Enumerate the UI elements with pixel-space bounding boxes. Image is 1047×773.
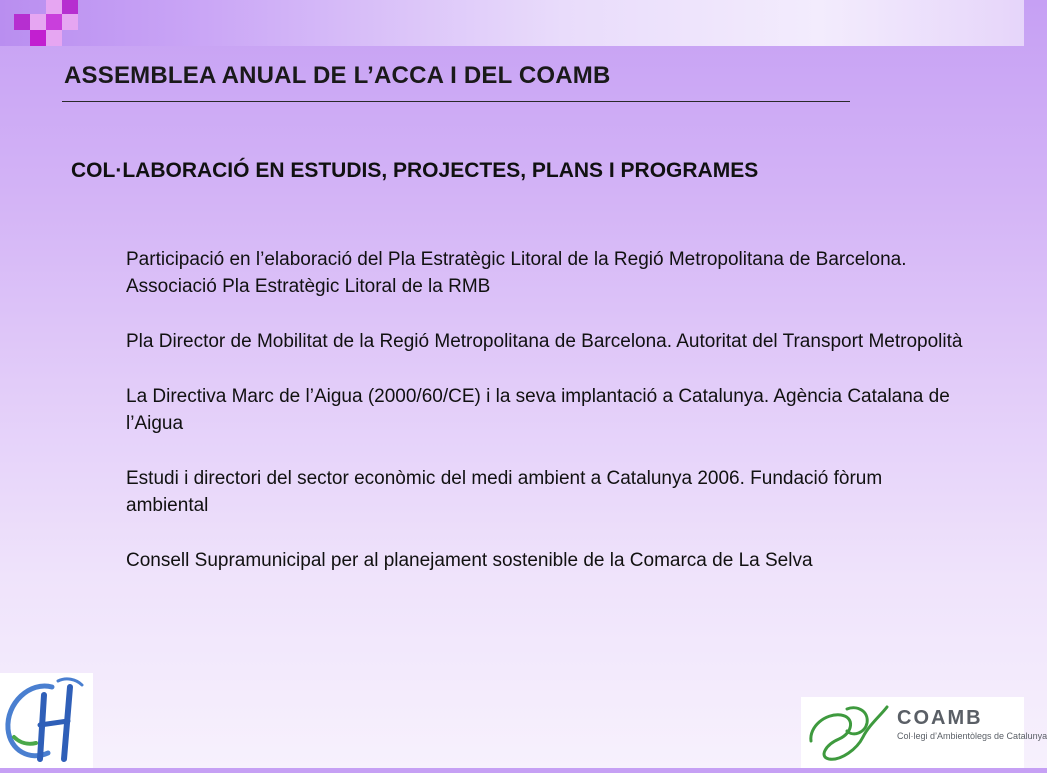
- slide-title: ASSEMBLEA ANUAL DE L’ACCA I DEL COAMB: [64, 62, 611, 89]
- list-item: Estudi i directori del sector econòmic del medi ambient a Catalunya 2006. Fundació fòrum ambiental: [126, 468, 883, 516]
- slide-subtitle: COL·LABORACIÓ EN ESTUDIS, PROJECTES, PLANS I PROGRAMES: [71, 159, 759, 182]
- list-item: Participació en l’elaboració del Pla Estratègic Litoral de la Regió Metropolitana de Barcelona. Associació Pla Estratègic Litoral de la RMB: [126, 249, 907, 297]
- title-underline: [62, 101, 850, 102]
- header-band: [0, 0, 1024, 46]
- coamb-leaf-icon: [801, 697, 891, 768]
- list-item: Pla Director de Mobilitat de la Regió Metropolitana de Barcelona. Autoritat del Transport Metropolità: [126, 331, 963, 352]
- list-item: Consell Supramunicipal per al planejament sostenible de la Comarca de La Selva: [126, 550, 813, 571]
- list-item: La Directiva Marc de l’Aigua (2000/60/CE) i la seva implantació a Catalunya. Agència Catalana de l’Aigua: [126, 386, 950, 434]
- acca-logo: [0, 673, 93, 768]
- coamb-logo: [801, 697, 1047, 768]
- coamb-name: COAMB: [897, 707, 983, 729]
- coamb-subtitle: Col·legi d’Ambientòlegs de Catalunya: [897, 731, 1047, 741]
- collaboration-list: [126, 246, 966, 602]
